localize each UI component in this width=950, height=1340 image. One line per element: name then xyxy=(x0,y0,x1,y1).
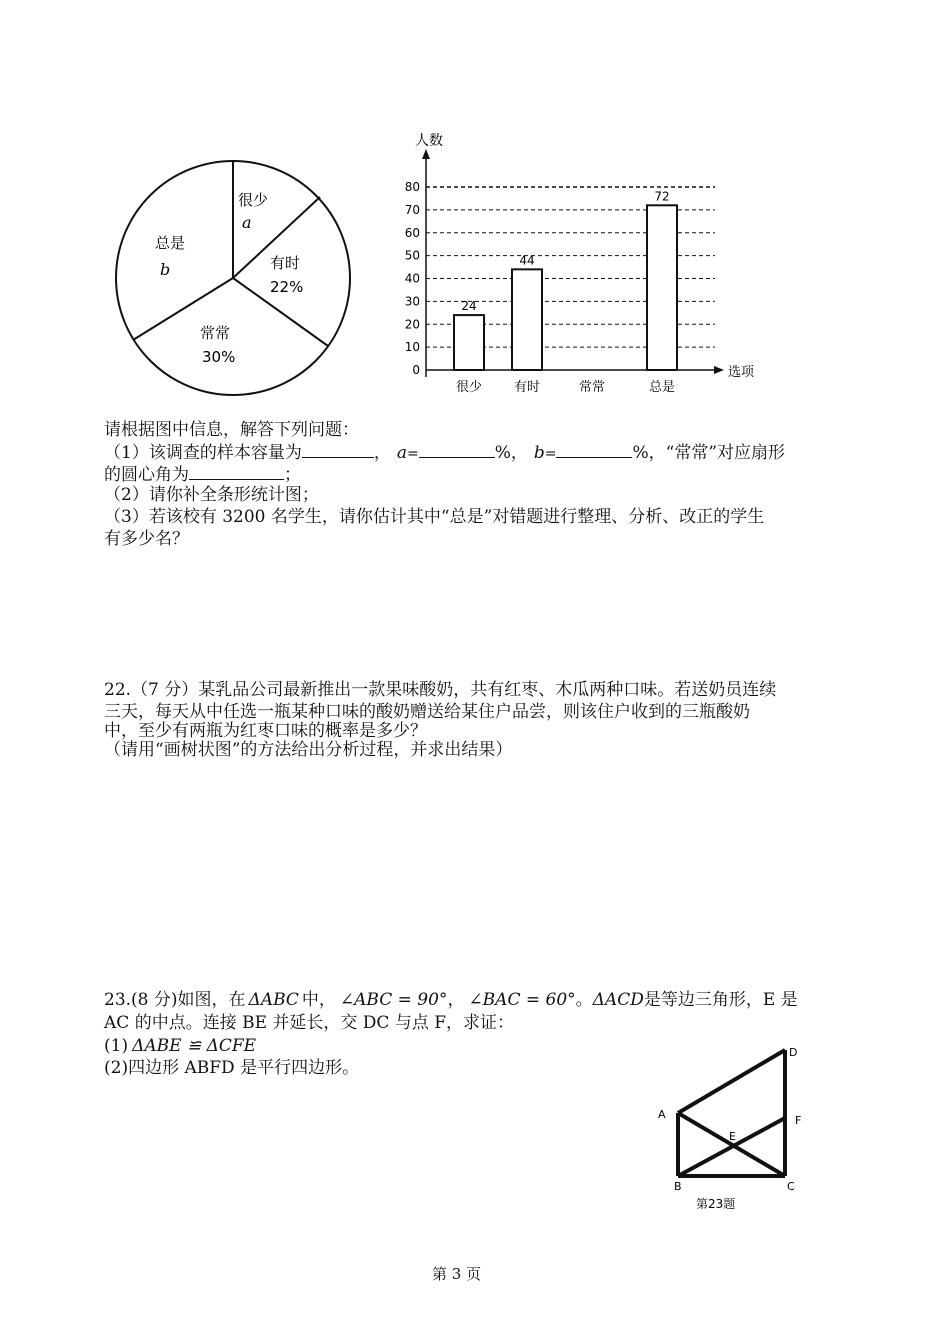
pie-value-a: a xyxy=(242,213,252,232)
point-A: A xyxy=(658,1108,666,1121)
y-tick-label-20: 20 xyxy=(404,317,420,332)
pie-chart xyxy=(110,160,360,410)
var-b: b xyxy=(533,443,545,463)
y-tick-label-70: 70 xyxy=(404,202,420,217)
q21-p1-text: （1）该调查的样本容量为 xyxy=(104,443,302,463)
eq-b: = xyxy=(544,446,557,462)
pct-b: %，“常常”对应扇形 xyxy=(632,443,786,463)
tick-layer xyxy=(405,180,420,377)
q23-line2: AC 的中点。连接 BE 并延长，交 DC 与点 F，求证： xyxy=(104,1013,515,1033)
bar-value-label-1: 44 xyxy=(519,253,535,268)
point-B: B xyxy=(674,1180,682,1193)
q23-line1 xyxy=(104,990,798,1011)
y-tick-label-80: 80 xyxy=(404,180,420,194)
bar-chart xyxy=(400,125,770,405)
pie-value-30: 30% xyxy=(202,348,236,366)
y-tick-label-40: 40 xyxy=(404,271,420,286)
bar-value-label-0: 24 xyxy=(461,299,477,314)
y-tick-label-0: 0 xyxy=(412,363,420,377)
y-tick-label-60: 60 xyxy=(404,225,420,240)
q23-part1 xyxy=(104,1036,256,1057)
pie-value-22: 22% xyxy=(270,278,304,296)
a-blank[interactable] xyxy=(419,441,495,458)
q23-angle1: ∠ABC = 90° xyxy=(339,990,448,1010)
b-blank[interactable] xyxy=(556,441,632,458)
category-label-3: 总是 xyxy=(648,380,676,395)
bar-layer xyxy=(454,189,677,370)
y-axis-arrow xyxy=(422,149,430,159)
q21-p1-line2-text: 的圆心角为 xyxy=(104,465,189,485)
q22-line3: 中，至少有两瓶为红枣口味的概率是多少？ xyxy=(104,721,427,741)
bar-value-label-3: 72 xyxy=(654,189,670,204)
q23-prefix: 23.(8 分)如图，在 xyxy=(104,990,246,1010)
point-D: D xyxy=(789,1046,798,1059)
bar-0 xyxy=(454,315,484,370)
category-layer xyxy=(456,379,675,395)
sample-size-blank[interactable] xyxy=(302,441,374,458)
seg-AD xyxy=(678,1050,785,1113)
pct-a: %， xyxy=(494,443,528,463)
q23-p1-label: (1) xyxy=(104,1036,129,1056)
q23-suffix: 是等边三角形，E 是 xyxy=(643,990,798,1010)
figure-caption: 第23题 xyxy=(696,1197,736,1211)
y-tick-label-50: 50 xyxy=(404,248,420,263)
y-axis-title: 人数 xyxy=(415,133,443,149)
var-a: a xyxy=(396,443,407,463)
pie-label-zongshi: 总是 xyxy=(155,234,186,252)
q21-part1-line2 xyxy=(104,463,301,486)
category-label-0: 很少 xyxy=(455,380,483,395)
q22-line4: （请用“画树状图”的方法给出分析过程，并求出结果） xyxy=(104,740,513,760)
y-tick-label-10: 10 xyxy=(404,340,420,355)
eq-a: = xyxy=(406,446,419,462)
angle-blank[interactable] xyxy=(189,463,284,480)
q21-p1-end: ； xyxy=(284,465,301,485)
pie-label-henshao: 很少 xyxy=(238,191,269,209)
q23-angle2: ∠BAC = 60° xyxy=(468,990,576,1010)
q21-part3-line1: （3）若该校有 3200 名学生，请你估计其中“总是”对错题进行整理、分析、改正的学生 xyxy=(104,507,765,527)
q23-part2: (2)四边形 ABFD 是平行四边形。 xyxy=(104,1058,360,1078)
point-E: E xyxy=(729,1130,736,1143)
figure-23 xyxy=(650,1040,820,1220)
pie-label-changchang: 常常 xyxy=(200,324,231,342)
q21-part1-line1 xyxy=(104,441,785,465)
q21-part3-line2: 有多少名？ xyxy=(104,529,189,549)
q21-part2: （2）请你补全条形统计图； xyxy=(104,485,319,505)
q23-zhong: 中， xyxy=(301,990,336,1010)
q23-p1-math: ΔABE ≌ ΔCFE xyxy=(132,1036,257,1056)
q23-comma: ， xyxy=(447,990,465,1010)
q22-line2: 三天，每天从中任选一瓶某种口味的酸奶赠送给某住户品尝，则该住户收到的三瓶酸奶 xyxy=(104,702,750,722)
category-label-2: 常常 xyxy=(578,380,606,395)
pie-label-youshi: 有时 xyxy=(270,254,301,272)
x-axis-title: 选项 xyxy=(728,365,755,380)
pie-value-b: b xyxy=(160,260,171,279)
category-label-1: 有时 xyxy=(513,380,541,395)
y-tick-label-30: 30 xyxy=(404,294,420,309)
q21-intro: 请根据图中信息，解答下列问题： xyxy=(104,420,359,440)
point-C: C xyxy=(787,1180,795,1193)
x-axis-arrow xyxy=(714,366,724,374)
page-number: 第 3 页 xyxy=(432,1265,482,1283)
q23-period: 。 xyxy=(575,990,593,1010)
q23-tri1: ΔABC xyxy=(248,990,299,1010)
bar-1 xyxy=(512,269,542,370)
bar-3 xyxy=(647,205,677,370)
point-F: F xyxy=(795,1114,802,1127)
q22-line1: 22.（7 分）某乳品公司最新推出一款果味酸奶，共有红枣、木瓜两种口味。若送奶员连续 xyxy=(104,680,777,700)
q21-sep: ， xyxy=(373,443,391,463)
q23-tri2: ΔACD xyxy=(592,990,644,1010)
